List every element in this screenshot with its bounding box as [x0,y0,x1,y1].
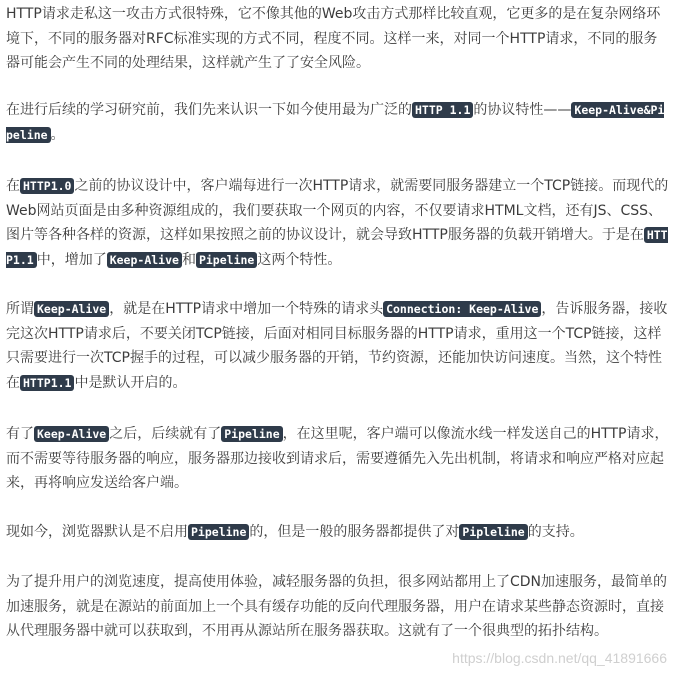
inline-code-http-1-1: HTTP 1.1 [412,102,473,118]
text: ，就是在HTTP请求中增加一个特殊的请求头 [109,301,384,317]
text: 为了提升用户的浏览速度，提高使用体验，减轻服务器的负担，很多网站都用上了CDN加速服务，最简单的加速服务，就是在源站的前面加上一个具有缓存功能的反向代理服务器，用户在请求某些静态资源时，直接从代理服务器中就可以获取到，不用再从源站所在服务器获取。这就有了一个很典型的拓扑结构。 [6,574,668,639]
inline-code-connection-header: Connection: Keep-Alive [383,301,541,317]
text: 这两个特性。 [257,251,342,268]
paragraph-http10-design [6,174,670,272]
paragraph-browser-support [6,520,670,545]
text: ，告诉服务器，接收完这次HTTP请求后，不要关闭TCP链接，后面对相同目标服务器的HTTP请求，重用这一个TCP链接，这样只需要进行一次TCP握手的过程，可以减少服务器的开销，节约资源，还能加快访问速度。当然，这个特性在 [6,301,668,391]
text: 现如今，浏览器默认是不启用 [6,524,188,540]
text: 中是默认开启的。 [74,374,187,391]
text: 所谓 [6,301,34,317]
text: 在进行后续的学习研究前，我们先来认识一下如今使用最为广泛的 [6,102,412,118]
text: 的，但是一般的服务器都提供了对 [249,524,460,540]
paragraph-pipeline [6,422,670,496]
inline-code-http1-1: HTTP1.1 [20,375,74,391]
inline-code-pipeline: Pipeline [196,252,257,268]
text: 有了 [6,426,34,442]
text: 之后，后续就有了 [109,426,222,442]
text: 在 [6,178,20,194]
text: HTTP请求走私这一攻击方式很特殊，它不像其他的Web攻击方式那样比较直观，它更多的是在复杂网络环境下，不同的服务器对RFC标准实现的方式不同，程度不同。这样一来，对同一个HTTP请求，不同的服务器可能会产生不同的处理结果，这样就产生了了安全风险。 [6,6,661,71]
text: 之前的协议设计中，客户端每进行一次HTTP请求，就需要同服务器建立一个TCP链接。而现代的Web网站页面是由多种资源组成的，我们要获取一个网页的内容，不仅要请求HTML文档，还有JS、CSS、图片等各种各样的资源，这样如果按照之前的协议设计，就会导致HTTP服务器的负载开销增大。于是在 [6,178,669,243]
watermark-url: https://blog.csdn.net/qq_41891666 [452,650,667,666]
text: ，在这里呢，客户端可以像流水线一样发送自己的HTTP请求，而不需要等待服务器的响应，服务器那边接收到请求后，需要遵循先入先出机制，将请求和响应严格对应起来，再将响应发送给客户端。 [6,426,669,491]
inline-code-keepalive-pipeline: Keep-Alive&Pipeline [6,103,665,142]
paragraph-keep-alive [6,297,670,395]
text: 和 [181,251,196,268]
paragraph-http11-features [6,98,670,147]
text: 。 [50,126,65,143]
inline-code-http1-0: HTTP1.0 [20,178,74,194]
inline-code-keep-alive: Keep-Alive [34,301,109,317]
text: 中，增加了 [36,251,107,268]
inline-code-http1-1: HTTP1.1 [6,228,668,267]
inline-code-keep-alive: Keep-Alive [107,252,182,268]
inline-code-pipeline: Pipeline [188,524,249,540]
text: 的支持。 [527,524,584,540]
inline-code-keep-alive: Keep-Alive [34,426,109,442]
inline-code-pipeline: Pipeline [221,426,282,442]
text: 的协议特性—— [473,102,572,118]
inline-code-pipleline: Pipleline [459,524,527,540]
paragraph-intro [6,2,670,76]
paragraph-cdn [6,570,670,644]
